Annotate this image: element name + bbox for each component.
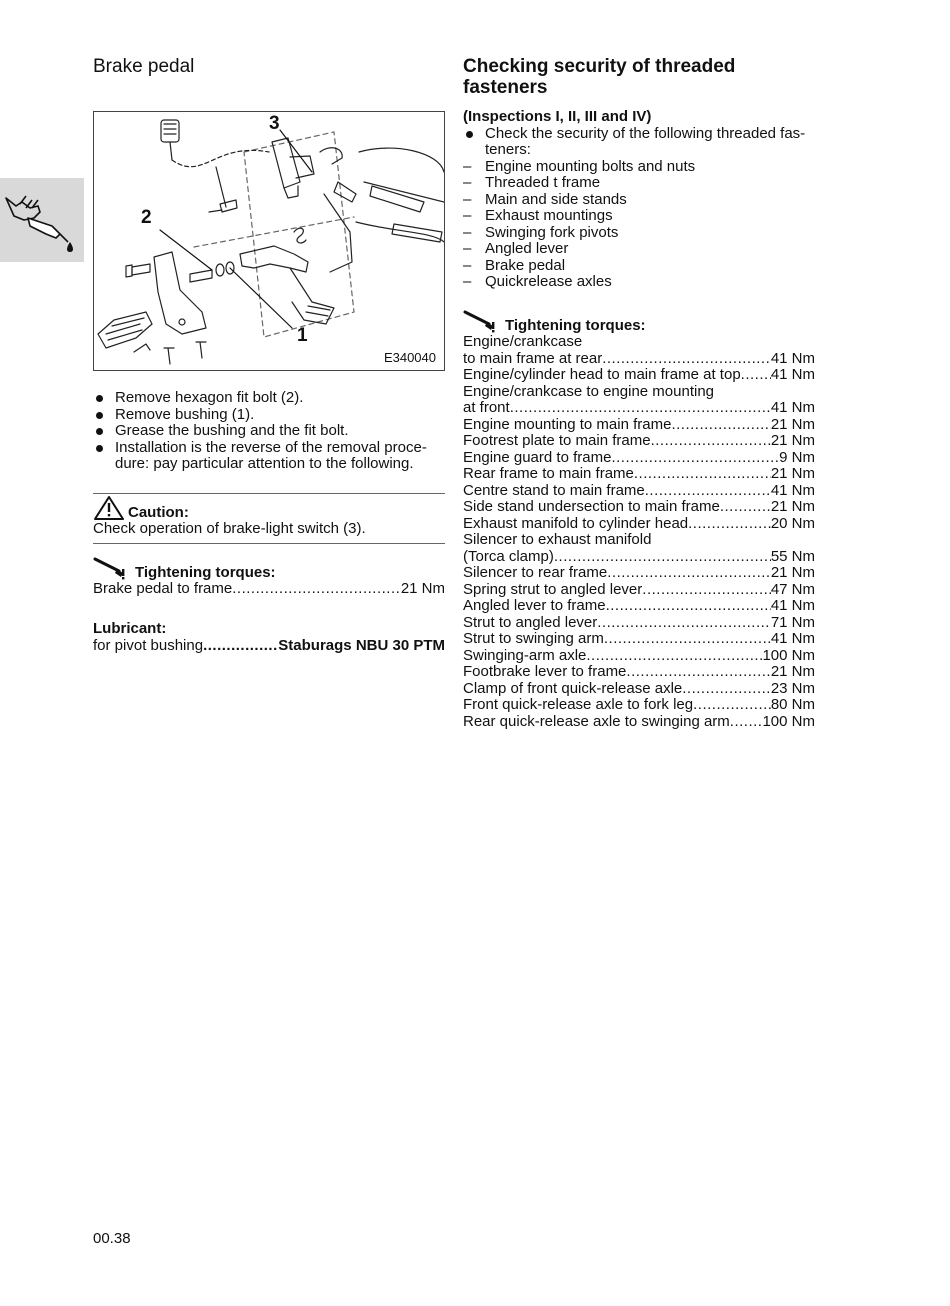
chapter-tab [0, 178, 84, 262]
list-item: – Angled lever [463, 241, 823, 258]
callout-3: 3 [269, 113, 280, 134]
page-number: 00.38 [93, 1230, 131, 1247]
section-title-brake-pedal: Brake pedal [93, 56, 195, 77]
step-item: Remove hexagon fit bolt (2). [93, 390, 448, 407]
torques-label: Tightening torques: [505, 316, 646, 334]
fastener-list [463, 159, 823, 291]
torque-row: Side stand undersection to main frame ..... 21 Nm [463, 499, 815, 516]
torque-pre: Engine/crankcase [463, 333, 583, 350]
fastener-torques [463, 310, 815, 730]
torque-row: Spring strut to angled lever ..... 47 Nm [463, 582, 815, 599]
torque-row: Engine/cylinder head to main frame at top ..... 41 Nm [463, 367, 815, 384]
torque-wrench-icon [93, 557, 129, 581]
caution-label: Caution: [128, 503, 189, 521]
lubricant-label: Lubricant: [93, 620, 167, 637]
callout-2: 2 [141, 207, 152, 228]
torque-row: Footbrake lever to frame ..... 21 Nm [463, 664, 815, 681]
torque-row: Silencer to rear frame ..... 21 Nm [463, 565, 815, 582]
torque-row: Exhaust manifold to cylinder head ..... 20 Nm [463, 516, 815, 533]
list-item: – Exhaust mountings [463, 208, 823, 225]
torque-row: Engine mounting to main frame ..... 21 Nm [463, 417, 815, 434]
section-title-threaded-fasteners: Checking security of threaded fasteners [463, 56, 736, 98]
torque-row: Angled lever to frame ..... 41 Nm [463, 598, 815, 615]
step-item: Grease the bushing and the fit bolt. [93, 423, 448, 440]
warning-triangle-icon [93, 495, 125, 521]
torque-row: to main frame at rear ..... 41 Nm [463, 351, 815, 368]
torques-label: Tightening torques: [135, 563, 276, 581]
torque-row: Strut to swinging arm ..... 41 Nm [463, 631, 815, 648]
intro-item: Check the security of the following threaded fas-teners: [463, 126, 823, 159]
torque-row: Rear frame to main frame ..... 21 Nm [463, 466, 815, 483]
torque-row: Footrest plate to main frame ..... 21 Nm [463, 433, 815, 450]
step-item: Installation is the reverse of the removal proce-dure: pay particular attention to the following. [93, 440, 448, 473]
list-item: – Swinging fork pivots [463, 225, 823, 242]
torque-row: Strut to angled lever ..... 71 Nm [463, 615, 815, 632]
fastener-check-block [463, 109, 823, 291]
caution-block [93, 494, 445, 538]
brake-pedal-torques [93, 557, 445, 598]
list-item: – Engine mounting bolts and nuts [463, 159, 823, 176]
torque-row: Swinging-arm axle ..... 100 Nm [463, 648, 815, 665]
caution-bottom-rule [93, 543, 445, 544]
torque-row: Front quick-release axle to fork leg ..... 80 Nm [463, 697, 815, 714]
hand-grease-icon [0, 178, 84, 262]
figure-code: E340040 [383, 349, 436, 365]
list-item: – Brake pedal [463, 258, 823, 275]
torque-pre: Engine/crankcase to engine mounting [463, 382, 715, 400]
lubricant-row: for pivot bushing ..... Staburags NBU 30 PTM [93, 638, 445, 655]
torque-wrench-icon [463, 310, 499, 334]
lubricant-block [93, 621, 445, 654]
torque-row: Centre stand to main frame ..... 41 Nm [463, 483, 815, 500]
torque-row: Engine guard to frame ..... 9 Nm [463, 450, 815, 467]
list-item: – Main and side stands [463, 192, 823, 209]
torque-pre: Silencer to exhaust manifold [463, 531, 652, 548]
callout-1: 1 [297, 325, 308, 346]
inspections-label: (Inspections I, II, III and IV) [463, 108, 652, 125]
list-item: – Quickrelease axles [463, 274, 823, 291]
torque-row: Rear quick-release axle to swinging arm ..... 100 Nm [463, 714, 815, 731]
torque-row: at front ..... 41 Nm [463, 400, 815, 417]
removal-steps [93, 390, 448, 473]
brake-pedal-exploded-drawing [94, 112, 444, 370]
brake-pedal-figure [93, 111, 445, 371]
torque-row: (Torca clamp) ..... 55 Nm [463, 549, 815, 566]
torque-row: Clamp of front quick-release axle ..... 23 Nm [463, 681, 815, 698]
list-item: – Threaded t frame [463, 175, 823, 192]
torque-row: Brake pedal to frame ..... 21 Nm [93, 581, 445, 598]
step-item: Remove bushing (1). [93, 407, 448, 424]
caution-text: Check operation of brake-light switch (3). [93, 520, 366, 537]
